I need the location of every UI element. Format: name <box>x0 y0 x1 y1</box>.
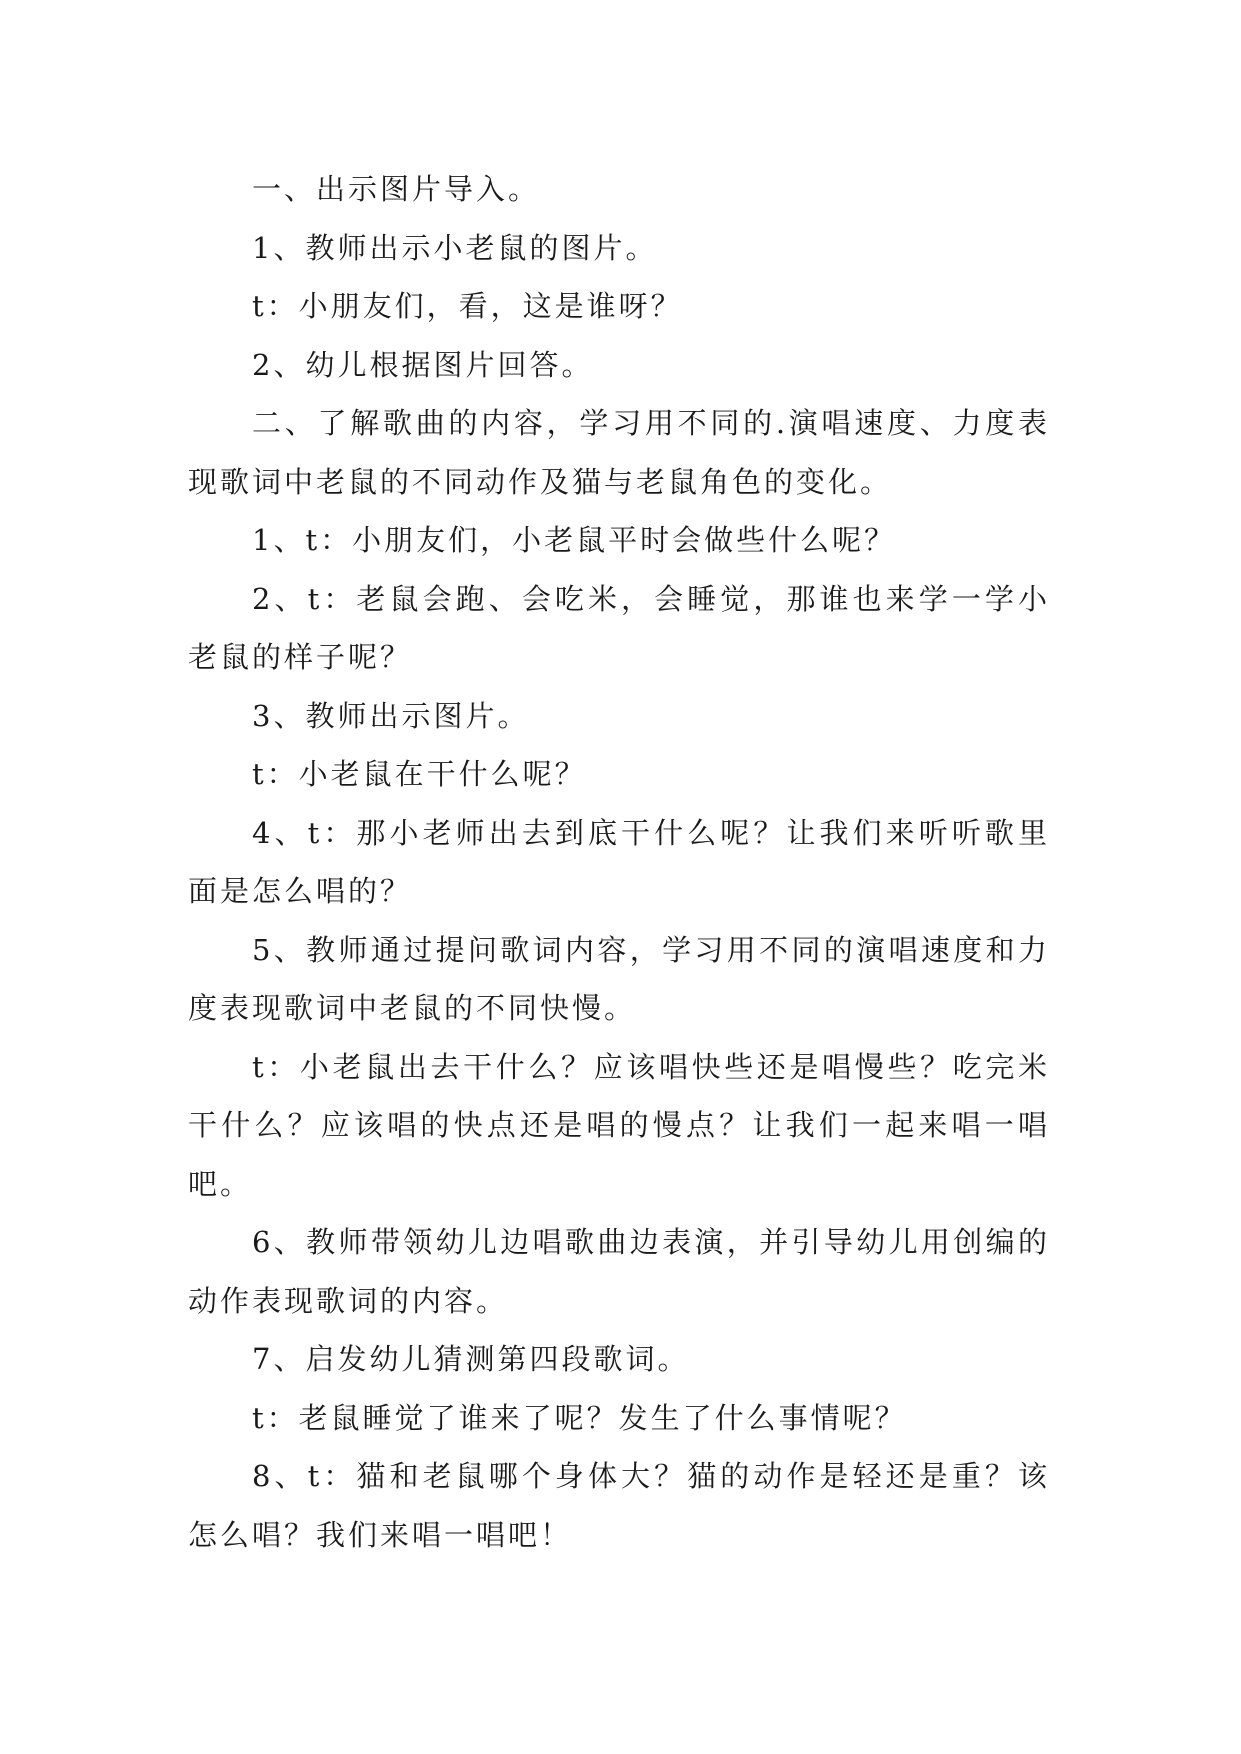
paragraph-teacher-line: t：小老鼠在干什么呢？ <box>252 757 587 791</box>
paragraph-teacher-line: t：小老鼠出去干什么？应该唱快些还是唱慢些？吃完米干什么？应该唱的快点还是唱的慢点？让我们一起来唱一唱吧。 <box>188 1049 1050 1201</box>
paragraph-step: 6、教师带领幼儿边唱歌曲边表演，并引导幼儿用创编的动作表现歌词的内容。 <box>188 1225 1050 1318</box>
paragraph-step: 8、t：猫和老鼠哪个身体大？猫的动作是轻还是重？该怎么唱？我们来唱一唱吧！ <box>188 1459 1050 1552</box>
paragraph-step: 7、启发幼儿猜测第四段歌词。 <box>252 1342 690 1376</box>
document-body <box>188 160 1050 1564</box>
paragraph-teacher-line: t：老鼠睡觉了谁来了呢？发生了什么事情呢？ <box>252 1400 907 1435</box>
paragraph-section-1-heading: 一、出示图片导入。 <box>252 172 541 206</box>
paragraph-step: 5、教师通过提问歌词内容，学习用不同的演唱速度和力度表现歌词中老鼠的不同快慢。 <box>188 932 1050 1025</box>
paragraph-teacher-line: t：小朋友们，看，这是谁呀？ <box>252 289 683 323</box>
paragraph-step: 2、幼儿根据图片回答。 <box>252 347 594 382</box>
paragraph-step: 4、t：那小老师出去到底干什么呢？让我们来听听歌里面是怎么唱的？ <box>188 815 1050 908</box>
paragraph-step: 1、教师出示小老鼠的图片。 <box>252 230 658 265</box>
paragraph-step: 3、教师出示图片。 <box>252 698 530 733</box>
paragraph-section-2-heading: 二、了解歌曲的内容，学习用不同的.演唱速度、力度表现歌词中老鼠的不同动作及猫与老鼠角色的变化。 <box>188 406 1050 499</box>
paragraph-step: 2、t：老鼠会跑、会吃米，会睡觉，那谁也来学一学小老鼠的样子呢？ <box>188 581 1050 674</box>
paragraph-step: 1、t：小朋友们，小老鼠平时会做些什么呢？ <box>252 523 897 557</box>
